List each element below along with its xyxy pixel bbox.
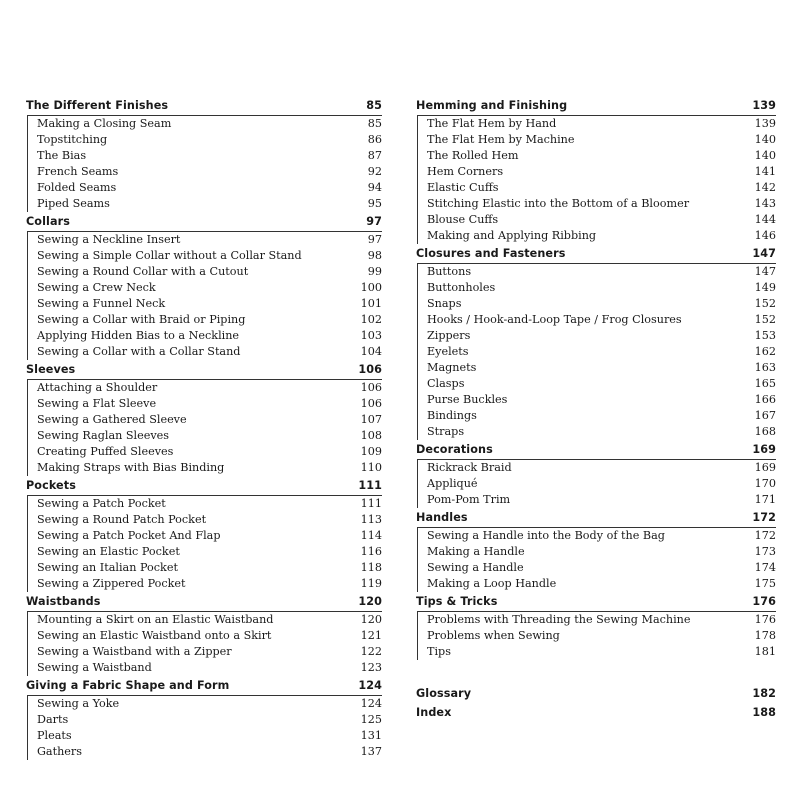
toc-section-decorations: [416, 440, 776, 508]
toc-entry: [28, 644, 382, 660]
toc-entry-list: [417, 115, 776, 244]
entry-title: Straps: [427, 425, 465, 438]
section-title: Tips & Tricks: [416, 595, 498, 608]
entry-title: Sewing a Handle: [427, 561, 524, 574]
toc-section-giving-a-fabric-shape-and-form: [26, 676, 382, 760]
toc-entry: [418, 264, 776, 280]
section-page-number: 182: [752, 687, 776, 700]
toc-entry: [28, 696, 382, 712]
entry-title: Sewing a Flat Sleeve: [37, 397, 157, 410]
section-heading: [416, 440, 776, 459]
entry-page-number: 92: [367, 165, 382, 178]
entry-page-number: 120: [360, 613, 382, 626]
toc-entry: [418, 360, 776, 376]
toc-entry: [28, 628, 382, 644]
entry-page-number: 139: [754, 117, 776, 130]
entry-page-number: 144: [754, 213, 776, 226]
toc-entry: [28, 328, 382, 344]
entry-page-number: 125: [360, 713, 382, 726]
entry-title: Snaps: [427, 297, 462, 310]
entry-title: Appliqué: [427, 477, 478, 490]
entry-title: Blouse Cuffs: [427, 213, 499, 226]
entry-title: Sewing a Crew Neck: [37, 281, 156, 294]
entry-title: Topstitching: [37, 133, 108, 146]
entry-page-number: 141: [754, 165, 776, 178]
entry-title: The Flat Hem by Hand: [427, 117, 557, 130]
entry-page-number: 114: [360, 529, 382, 542]
entry-title: Hem Corners: [427, 165, 504, 178]
entry-title: Sewing a Zippered Pocket: [37, 577, 186, 590]
entry-page-number: 122: [360, 645, 382, 658]
toc-entry: [28, 744, 382, 760]
toc-section-hemming-and-finishing: [416, 96, 776, 244]
toc-entry-list: [417, 527, 776, 592]
section-title: Collars: [26, 215, 70, 228]
toc-back-matter: [416, 684, 776, 722]
toc-entry: [418, 116, 776, 132]
toc-entry-list: [27, 231, 382, 360]
entry-title: Tips: [427, 645, 451, 658]
toc-entry: [28, 116, 382, 132]
toc-entry-list: [27, 115, 382, 212]
section-page-number: 172: [752, 511, 776, 524]
toc-entry: [28, 544, 382, 560]
entry-page-number: 94: [367, 181, 382, 194]
toc-entry: [418, 280, 776, 296]
entry-page-number: 108: [360, 429, 382, 442]
toc-entry: [28, 444, 382, 460]
entry-page-number: 146: [754, 229, 776, 242]
toc-entry: [418, 212, 776, 228]
entry-title: Folded Seams: [37, 181, 117, 194]
section-heading: [26, 360, 382, 379]
toc-entry: [418, 344, 776, 360]
entry-page-number: 147: [754, 265, 776, 278]
section-heading: [416, 244, 776, 263]
entry-page-number: 131: [360, 729, 382, 742]
toc-section-collars: [26, 212, 382, 360]
entry-page-number: 178: [754, 629, 776, 642]
entry-title: Problems when Sewing: [427, 629, 560, 642]
entry-title: Creating Puffed Sleeves: [37, 445, 174, 458]
toc-entry: [418, 132, 776, 148]
toc-entry: [28, 312, 382, 328]
toc-entry-list: [27, 695, 382, 760]
toc-entry: [28, 428, 382, 444]
section-heading: [416, 508, 776, 527]
toc-entry: [28, 612, 382, 628]
entry-page-number: 163: [754, 361, 776, 374]
section-heading: [26, 212, 382, 231]
section-page-number: 111: [358, 479, 382, 492]
entry-title: Pleats: [37, 729, 72, 742]
entry-page-number: 153: [754, 329, 776, 342]
toc-entry: [28, 712, 382, 728]
entry-page-number: 167: [754, 409, 776, 422]
entry-title: Gathers: [37, 745, 83, 758]
entry-title: Making a Handle: [427, 545, 525, 558]
entry-page-number: 99: [367, 265, 382, 278]
entry-page-number: 168: [754, 425, 776, 438]
entry-title: Bindings: [427, 409, 477, 422]
entry-page-number: 86: [367, 133, 382, 146]
toc-entry: [418, 560, 776, 576]
toc-entry: [28, 576, 382, 592]
entry-page-number: 111: [360, 497, 382, 510]
entry-title: Sewing a Gathered Sleeve: [37, 413, 187, 426]
toc-section-sleeves: [26, 360, 382, 476]
toc-entry: [418, 492, 776, 508]
toc-entry-list: [27, 495, 382, 592]
entry-page-number: 106: [360, 397, 382, 410]
entry-page-number: 113: [360, 513, 382, 526]
entry-page-number: 149: [754, 281, 776, 294]
section-heading: [26, 676, 382, 695]
entry-page-number: 162: [754, 345, 776, 358]
entry-title: Sewing an Elastic Pocket: [37, 545, 180, 558]
entry-title: Stitching Elastic into the Bottom of a Bloomer: [427, 197, 690, 210]
toc-entry: [28, 296, 382, 312]
toc-entry: [418, 228, 776, 244]
entry-title: Darts: [37, 713, 69, 726]
section-heading: [416, 703, 776, 722]
entry-title: The Flat Hem by Machine: [427, 133, 575, 146]
section-page-number: 106: [358, 363, 382, 376]
toc-entry: [28, 660, 382, 676]
toc-entry: [28, 132, 382, 148]
entry-page-number: 140: [754, 133, 776, 146]
entry-title: Sewing a Handle into the Body of the Bag: [427, 529, 665, 542]
toc-entry: [28, 560, 382, 576]
entry-title: Elastic Cuffs: [427, 181, 499, 194]
toc-entry: [28, 380, 382, 396]
entry-page-number: 166: [754, 393, 776, 406]
entry-title: Sewing an Elastic Waistband onto a Skirt: [37, 629, 272, 642]
entry-title: Applying Hidden Bias to a Neckline: [37, 329, 240, 342]
entry-title: Clasps: [427, 377, 465, 390]
toc-entry: [418, 392, 776, 408]
toc-section-the-different-finishes: [26, 96, 382, 212]
section-title: Sleeves: [26, 363, 76, 376]
section-title: The Different Finishes: [26, 99, 169, 112]
entry-title: The Bias: [37, 149, 87, 162]
toc-entry: [418, 164, 776, 180]
toc-section-waistbands: [26, 592, 382, 676]
toc-entry: [418, 180, 776, 196]
entry-title: Sewing an Italian Pocket: [37, 561, 178, 574]
section-page-number: 85: [366, 99, 382, 112]
section-page-number: 120: [358, 595, 382, 608]
toc-entry: [28, 496, 382, 512]
entry-page-number: 104: [360, 345, 382, 358]
section-title: Waistbands: [26, 595, 101, 608]
entry-page-number: 152: [754, 297, 776, 310]
section-heading: [416, 592, 776, 611]
toc-entry: [418, 544, 776, 560]
entry-page-number: 98: [367, 249, 382, 262]
entry-page-number: 110: [360, 461, 382, 474]
section-title: Decorations: [416, 443, 493, 456]
toc-entry: [418, 408, 776, 424]
toc-entry: [418, 328, 776, 344]
entry-page-number: 143: [754, 197, 776, 210]
toc-entry: [418, 424, 776, 440]
entry-title: Hooks / Hook-and-Loop Tape / Frog Closures: [427, 313, 682, 326]
toc-section-glossary: [416, 684, 776, 703]
section-page-number: 97: [366, 215, 382, 228]
toc-entry: [28, 232, 382, 248]
toc-entry: [418, 628, 776, 644]
section-page-number: 176: [752, 595, 776, 608]
entry-title: Sewing a Collar with a Collar Stand: [37, 345, 241, 358]
entry-page-number: 121: [360, 629, 382, 642]
section-title: Hemming and Finishing: [416, 99, 568, 112]
entry-title: Sewing a Patch Pocket: [37, 497, 166, 510]
toc-entry: [28, 528, 382, 544]
entry-title: Pom-Pom Trim: [427, 493, 511, 506]
toc-section-closures-and-fasteners: [416, 244, 776, 440]
entry-page-number: 176: [754, 613, 776, 626]
entry-title: Sewing a Simple Collar without a Collar Stand: [37, 249, 302, 262]
entry-page-number: 169: [754, 461, 776, 474]
entry-title: Buttonholes: [427, 281, 496, 294]
section-page-number: 147: [752, 247, 776, 260]
toc-entry-list: [417, 263, 776, 440]
entry-title: Sewing a Round Collar with a Cutout: [37, 265, 249, 278]
entry-page-number: 181: [754, 645, 776, 658]
toc-entry: [418, 476, 776, 492]
entry-page-number: 174: [754, 561, 776, 574]
entry-page-number: 171: [754, 493, 776, 506]
toc-entry: [418, 312, 776, 328]
toc-entry: [418, 296, 776, 312]
entry-page-number: 165: [754, 377, 776, 390]
toc-entry-list: [417, 459, 776, 508]
entry-title: Attaching a Shoulder: [37, 381, 158, 394]
entry-page-number: 106: [360, 381, 382, 394]
entry-page-number: 152: [754, 313, 776, 326]
section-heading: [26, 96, 382, 115]
toc-section-handles: [416, 508, 776, 592]
toc-section-pockets: [26, 476, 382, 592]
entry-page-number: 123: [360, 661, 382, 674]
entry-title: Making a Closing Seam: [37, 117, 172, 130]
section-page-number: 124: [358, 679, 382, 692]
entry-title: Sewing Raglan Sleeves: [37, 429, 170, 442]
entry-page-number: 109: [360, 445, 382, 458]
section-heading: [26, 592, 382, 611]
toc-entry-list: [27, 379, 382, 476]
section-title: Closures and Fasteners: [416, 247, 566, 260]
entry-page-number: 85: [367, 117, 382, 130]
entry-title: Zippers: [427, 329, 471, 342]
entry-title: Sewing a Patch Pocket And Flap: [37, 529, 221, 542]
toc-entry: [28, 728, 382, 744]
toc-entry-list: [417, 611, 776, 660]
entry-page-number: 119: [360, 577, 382, 590]
entry-page-number: 100: [360, 281, 382, 294]
entry-page-number: 124: [360, 697, 382, 710]
entry-title: Sewing a Yoke: [37, 697, 120, 710]
section-title: Pockets: [26, 479, 76, 492]
toc-entry: [28, 180, 382, 196]
entry-title: Sewing a Collar with Braid or Piping: [37, 313, 246, 326]
toc-section-index: [416, 703, 776, 722]
entry-page-number: 87: [367, 149, 382, 162]
entry-title: Sewing a Funnel Neck: [37, 297, 166, 310]
toc-entry: [28, 280, 382, 296]
toc-entry-list: [27, 611, 382, 676]
entry-page-number: 107: [360, 413, 382, 426]
section-title: Glossary: [416, 687, 472, 700]
toc-entry: [418, 612, 776, 628]
entry-page-number: 170: [754, 477, 776, 490]
toc-entry: [28, 264, 382, 280]
entry-title: Making a Loop Handle: [427, 577, 557, 590]
entry-page-number: 137: [360, 745, 382, 758]
entry-title: Problems with Threading the Sewing Machine: [427, 613, 691, 626]
toc-left-column: [26, 96, 382, 760]
toc-right-column: [416, 96, 776, 722]
entry-page-number: 116: [360, 545, 382, 558]
toc-entry: [28, 396, 382, 412]
toc-entry: [28, 512, 382, 528]
entry-page-number: 118: [360, 561, 382, 574]
section-heading: [26, 476, 382, 495]
section-page-number: 169: [752, 443, 776, 456]
section-heading: [416, 96, 776, 115]
toc-entry: [28, 344, 382, 360]
toc-entry: [28, 412, 382, 428]
entry-title: Sewing a Waistband with a Zipper: [37, 645, 232, 658]
entry-page-number: 103: [360, 329, 382, 342]
entry-page-number: 97: [367, 233, 382, 246]
section-page-number: 139: [752, 99, 776, 112]
entry-page-number: 102: [360, 313, 382, 326]
entry-title: Mounting a Skirt on an Elastic Waistband: [37, 613, 274, 626]
section-page-number: 188: [752, 706, 776, 719]
toc-entry: [28, 164, 382, 180]
entry-page-number: 95: [367, 197, 382, 210]
toc-entry: [418, 196, 776, 212]
toc-entry: [418, 460, 776, 476]
entry-page-number: 142: [754, 181, 776, 194]
entry-title: Purse Buckles: [427, 393, 508, 406]
entry-title: Rickrack Braid: [427, 461, 512, 474]
entry-title: Sewing a Waistband: [37, 661, 152, 674]
toc-entry: [418, 576, 776, 592]
section-title: Handles: [416, 511, 468, 524]
entry-title: French Seams: [37, 165, 119, 178]
section-title: Index: [416, 706, 452, 719]
toc-entry: [418, 376, 776, 392]
section-heading: [416, 684, 776, 703]
entry-title: Sewing a Round Patch Pocket: [37, 513, 207, 526]
entry-page-number: 140: [754, 149, 776, 162]
entry-page-number: 175: [754, 577, 776, 590]
entry-title: Magnets: [427, 361, 477, 374]
entry-title: Buttons: [427, 265, 472, 278]
toc-entry: [28, 460, 382, 476]
entry-title: Making Straps with Bias Binding: [37, 461, 225, 474]
entry-title: Making and Applying Ribbing: [427, 229, 597, 242]
toc-entry: [28, 196, 382, 212]
toc-entry: [28, 148, 382, 164]
section-title: Giving a Fabric Shape and Form: [26, 679, 230, 692]
entry-title: Piped Seams: [37, 197, 110, 210]
toc-entry: [28, 248, 382, 264]
entry-title: Sewing a Neckline Insert: [37, 233, 181, 246]
toc-section-tips-and-tricks: [416, 592, 776, 660]
entry-title: The Rolled Hem: [427, 149, 519, 162]
entry-page-number: 101: [360, 297, 382, 310]
entry-title: Eyelets: [427, 345, 469, 358]
toc-entry: [418, 644, 776, 660]
entry-page-number: 173: [754, 545, 776, 558]
toc-entry: [418, 148, 776, 164]
toc-entry: [418, 528, 776, 544]
entry-page-number: 172: [754, 529, 776, 542]
